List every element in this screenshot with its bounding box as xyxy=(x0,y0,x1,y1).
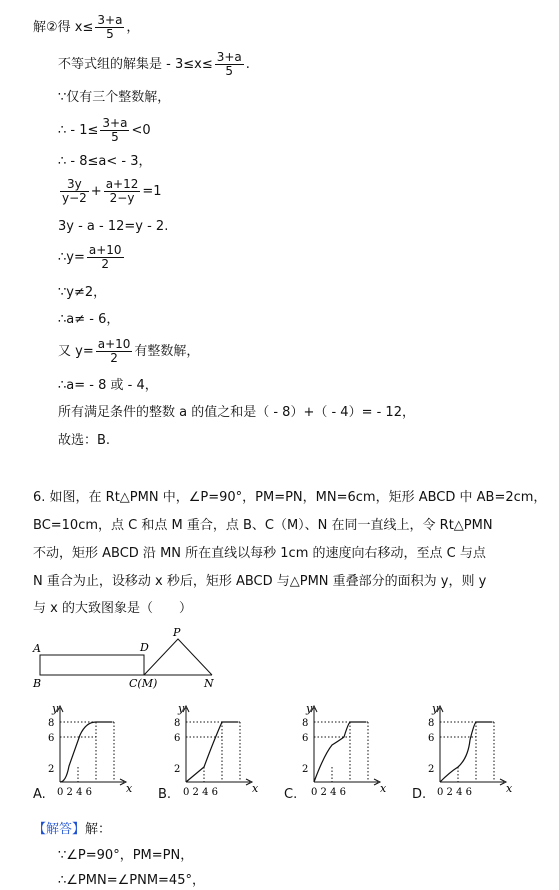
x-label: x xyxy=(506,782,513,795)
graph-option-b xyxy=(174,702,259,798)
denominator: 5 xyxy=(111,130,119,144)
solution-line-13: 所有满足条件的整数 a 的值之和是（ - 8）+（ - 4）= - 12， xyxy=(58,405,415,420)
tick-2: 2 xyxy=(302,764,309,775)
label-n: N xyxy=(204,677,214,690)
x-ticks: 0 2 4 6 xyxy=(57,787,92,798)
denominator: 2 xyxy=(110,351,118,365)
text: =1 xyxy=(142,184,162,199)
text: . xyxy=(245,57,250,72)
question-line-2: BC=10cm，点 C 和点 M 重合，点 B、C（M）、N 在同一直线上，令 Rt△PMN xyxy=(33,518,493,533)
solution-line-2 xyxy=(58,51,250,78)
numerator: 3y xyxy=(60,178,89,192)
option-b-label[interactable]: B. xyxy=(158,787,172,802)
triangle-pmn xyxy=(144,639,212,675)
text: 解②得 x≤ xyxy=(33,20,94,35)
label-a: A xyxy=(33,642,41,655)
solution-line-11 xyxy=(58,338,199,365)
question-line-4: N 重合为止，设移动 x 秒后，矩形 ABCD 与△PMN 重叠部分的面积为 y，则 y xyxy=(33,574,487,589)
tick-8: 8 xyxy=(174,718,181,729)
fraction xyxy=(100,117,129,144)
numerator: 3+a xyxy=(216,50,242,64)
label-p: P xyxy=(173,626,181,639)
answer-word: 解： xyxy=(85,822,112,837)
text: ∴ - 1≤ xyxy=(58,123,99,138)
question-line-1: 6. 如图，在 Rt△PMN 中，∠P=90°，PM=PN，MN=6cm，矩形 ABCD 中 AB=2cm， xyxy=(33,490,547,505)
numerator: 3+a xyxy=(97,13,123,27)
x-label: x xyxy=(380,782,387,795)
tick-2: 2 xyxy=(428,764,435,775)
text: 不等式组的解集是 - 3≤x≤ xyxy=(58,57,213,72)
numerator: 3+a xyxy=(102,116,128,130)
text: ∴y= xyxy=(58,250,85,265)
geometry-figure xyxy=(0,626,559,696)
label-b: B xyxy=(33,677,42,690)
denominator: 5 xyxy=(106,27,114,41)
tick-6: 6 xyxy=(302,733,309,744)
question-line-5: 与 x 的大致图象是（ ） xyxy=(33,601,192,616)
fraction xyxy=(215,51,244,78)
graph-option-a xyxy=(48,702,133,798)
y-label: y xyxy=(306,702,313,715)
solution-line-6 xyxy=(58,178,162,205)
y-label: y xyxy=(432,702,439,715)
text: 有整数解， xyxy=(134,344,200,359)
tick-2: 2 xyxy=(48,764,55,775)
denominator: 2−y xyxy=(109,191,135,205)
solution-line-9: ∵y≠2， xyxy=(58,285,107,300)
numerator: a+10 xyxy=(88,243,122,257)
option-c-label[interactable]: C. xyxy=(284,787,298,802)
fraction xyxy=(96,338,133,365)
label-cm: C(M) xyxy=(129,677,158,690)
solution-line-14: 故选：B. xyxy=(58,433,111,448)
numerator: a+10 xyxy=(97,337,131,351)
curve xyxy=(440,722,492,782)
answer-bracket: 【解答】 xyxy=(33,822,86,837)
fraction xyxy=(95,14,124,41)
text: <0 xyxy=(131,123,151,138)
tick-8: 8 xyxy=(302,718,309,729)
text: ， xyxy=(126,20,140,35)
curve xyxy=(314,722,366,782)
tick-6: 6 xyxy=(48,733,55,744)
solution-line-10: ∴a≠ - 6， xyxy=(58,312,120,327)
option-a-label[interactable]: A. xyxy=(33,787,46,802)
x-ticks: 0 2 4 6 xyxy=(183,787,218,798)
solution-line-4 xyxy=(58,117,151,144)
graph-option-d xyxy=(428,702,513,798)
solution-line-1 xyxy=(33,14,139,41)
option-graphs xyxy=(0,700,559,805)
tick-8: 8 xyxy=(48,718,55,729)
answer-heading xyxy=(33,822,111,838)
label-d: D xyxy=(140,641,149,654)
x-ticks: 0 2 4 6 xyxy=(311,787,346,798)
denominator: 5 xyxy=(225,64,234,78)
tick-2: 2 xyxy=(174,764,181,775)
fraction xyxy=(87,244,124,271)
text: 又 y= xyxy=(58,344,94,359)
graph-option-c xyxy=(302,702,387,798)
solution-line-3: ∵仅有三个整数解， xyxy=(58,90,171,105)
option-d-label[interactable]: D. xyxy=(412,787,427,802)
y-label: y xyxy=(52,702,59,715)
solution-line-8 xyxy=(58,244,126,271)
tick-8: 8 xyxy=(428,718,435,729)
solution-line-12: ∴a= - 8 或 - 4， xyxy=(58,378,158,393)
answer-line-2: ∴∠PMN=∠PNM=45°， xyxy=(58,873,205,888)
denominator: y−2 xyxy=(62,191,87,205)
curve xyxy=(60,722,112,782)
solution-line-5: ∴ - 8≤a< - 3， xyxy=(58,154,152,169)
numerator: a+12 xyxy=(105,177,139,191)
fraction xyxy=(104,178,141,205)
text: + xyxy=(90,184,102,199)
question-line-3: 不动，矩形 ABCD 沿 MN 所在直线以每秒 1cm 的速度向右移动，至点 C 与点 xyxy=(33,546,486,561)
tick-6: 6 xyxy=(174,733,181,744)
fraction xyxy=(60,178,89,205)
answer-line-1: ∵∠P=90°，PM=PN， xyxy=(58,848,194,863)
x-label: x xyxy=(252,782,259,795)
rectangle-abcd xyxy=(40,655,144,675)
x-ticks: 0 2 4 6 xyxy=(437,787,472,798)
solution-line-7: 3y - a - 12=y - 2. xyxy=(58,219,169,234)
y-label: y xyxy=(178,702,185,715)
tick-6: 6 xyxy=(428,733,435,744)
curve xyxy=(186,722,238,782)
x-label: x xyxy=(126,782,133,795)
denominator: 2 xyxy=(101,257,110,271)
